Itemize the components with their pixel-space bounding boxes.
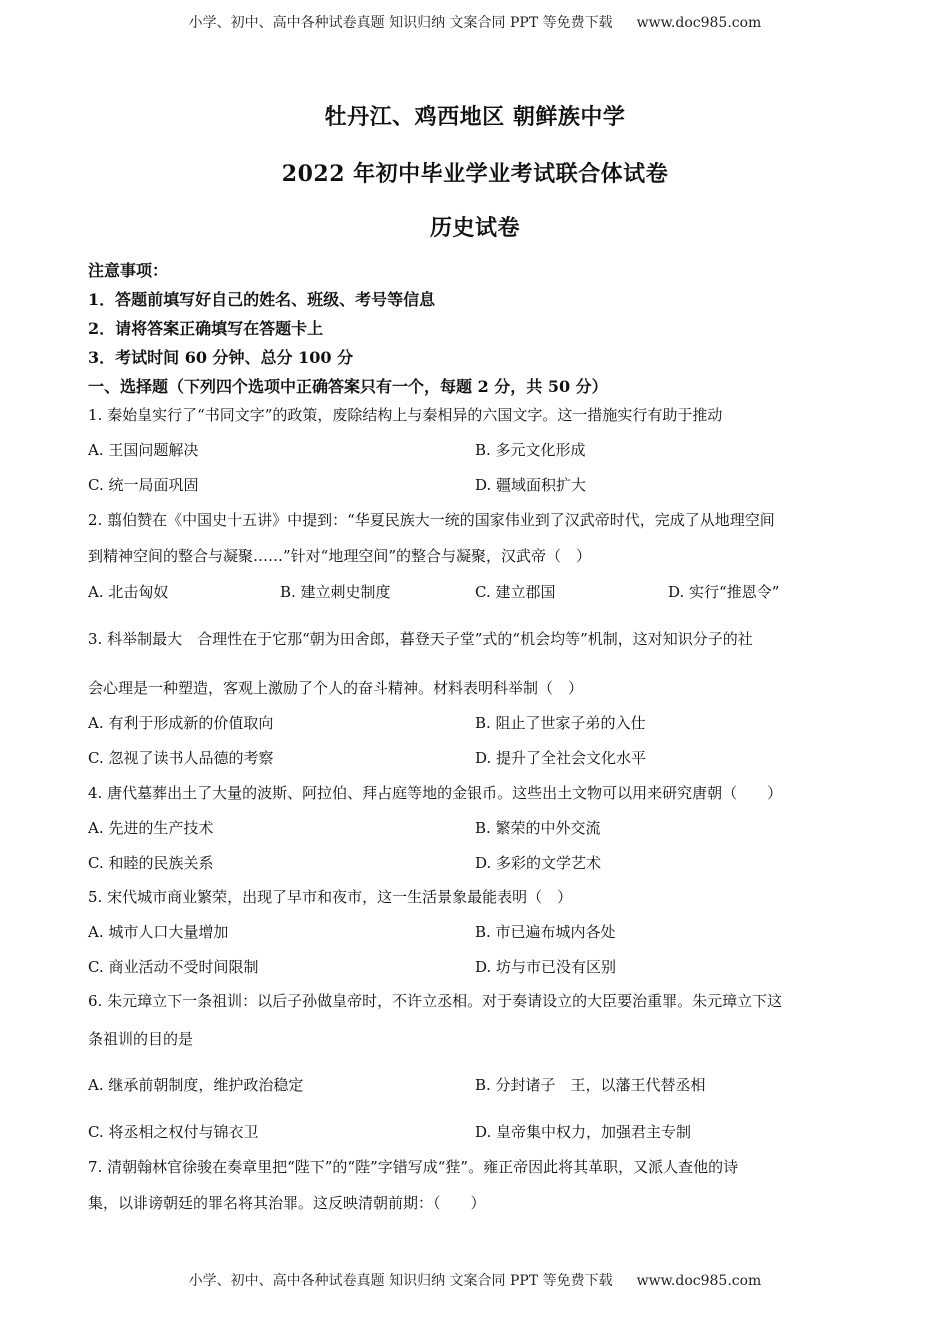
question-2-stem: 2. 翦伯赞在《中国史十五讲》中提到：“华夏民族大一统的国家伟业到了汉武帝时代，完成了从地理空间 xyxy=(88,511,775,529)
question-3-option-a: A. 有利于形成新的价值取向 xyxy=(88,714,274,732)
question-4-option-d: D. 多彩的文学艺术 xyxy=(475,854,602,872)
question-4-option-a: A. 先进的生产技术 xyxy=(88,819,214,837)
notice-item: 2．请将答案正确填写在答题卡上 xyxy=(88,319,324,338)
question-5-stem: 5. 宋代城市商业繁荣，出现了早市和夜市，这一生活景象最能表明（ ） xyxy=(88,888,573,906)
question-6-option-b: B. 分封诸子 王，以藩王代替丞相 xyxy=(475,1076,706,1094)
question-2-option-c: C. 建立郡国 xyxy=(475,583,556,601)
question-2-stem-cont: 到精神空间的整合与凝聚……”针对“地理空间”的整合与凝聚，汉武帝（ ） xyxy=(88,547,592,565)
question-3-option-d: D. 提升了全社会文化水平 xyxy=(475,749,647,767)
question-1-stem: 1. 秦始皇实行了“书同文字”的政策，废除结构上与秦相异的六国文字。这一措施实行有助于推动 xyxy=(88,406,723,424)
footer-text: 小学、初中、高中各种试卷真题 知识归纳 文案合同 PPT 等免费下载 xyxy=(188,1273,613,1289)
question-4-option-b: B. 繁荣的中外交流 xyxy=(475,819,601,837)
question-3-option-b: B. 阻止了世家子弟的入仕 xyxy=(475,714,646,732)
notice-heading: 注意事项： xyxy=(88,261,169,280)
notice-item: 3．考试时间 60 分钟、总分 100 分 xyxy=(88,348,354,367)
question-4-stem: 4. 唐代墓葬出土了大量的波斯、阿拉伯、拜占庭等地的金银币。这些出土文物可以用来研究唐朝（ ） xyxy=(88,784,783,802)
question-4-option-c: C. 和睦的民族关系 xyxy=(88,854,214,872)
page-footer xyxy=(0,1270,950,1290)
question-6-stem-cont: 条祖训的目的是 xyxy=(88,1030,194,1048)
question-5-option-d: D. 坊与市已没有区别 xyxy=(475,958,617,976)
question-2-option-b: B. 建立刺史制度 xyxy=(280,583,391,601)
question-1-option-b: B. 多元文化形成 xyxy=(475,441,586,459)
question-7-stem-cont: 集，以诽谤朝廷的罪名将其治罪。这反映清朝前期：（ ） xyxy=(88,1194,486,1212)
question-1-option-d: D. 疆域面积扩大 xyxy=(475,476,587,494)
footer-site-link[interactable]: www.doc985.com xyxy=(636,1273,762,1289)
question-7-stem: 7. 清朝翰林官徐骏在奏章里把“陛下”的“陛”字错写成“狴”。雍正帝因此将其革职，又派人查他的诗 xyxy=(88,1158,739,1176)
question-6-stem: 6. 朱元璋立下一条祖训：以后子孙做皇帝时，不许立丞相。对于奏请设立的大臣要治重罪。朱元璋立下这 xyxy=(88,992,783,1010)
question-6-option-d: D. 皇帝集中权力，加强君主专制 xyxy=(475,1123,692,1141)
header-site-link[interactable]: www.doc985.com xyxy=(636,15,762,31)
notice-item: 1．答题前填写好自己的姓名、班级、考号等信息 xyxy=(88,290,436,309)
question-3-stem: 3. 科举制最大 合理性在于它那“朝为田舍郎，暮登天子堂”式的“机会均等”机制，这对知识分子的社 xyxy=(88,630,753,648)
question-5-option-a: A. 城市人口大量增加 xyxy=(88,923,229,941)
question-6-option-a: A. 继承前朝制度，维护政治稳定 xyxy=(88,1076,304,1094)
question-2-option-a: A. 北击匈奴 xyxy=(88,583,169,601)
question-3-option-c: C. 忽视了读书人品德的考察 xyxy=(88,749,274,767)
question-1-option-c: C. 统一局面巩固 xyxy=(88,476,199,494)
exam-title-subject: 历史试卷 xyxy=(429,215,520,241)
header-text: 小学、初中、高中各种试卷真题 知识归纳 文案合同 PPT 等免费下载 xyxy=(188,15,613,31)
question-5-option-c: C. 商业活动不受时间限制 xyxy=(88,958,259,976)
question-1-option-a: A. 王国问题解决 xyxy=(88,441,199,459)
question-6-option-c: C. 将丞相之权付与锦衣卫 xyxy=(88,1123,259,1141)
question-2-option-d: D. 实行“推恩令” xyxy=(668,583,780,601)
question-3-stem-cont: 会心理是一种塑造，客观上激励了个人的奋斗精神。材料表明科举制（ ） xyxy=(88,679,584,697)
section-heading: 一、选择题（下列四个选项中正确答案只有一个，每题 2 分，共 50 分） xyxy=(88,377,608,396)
exam-title-school: 牡丹江、鸡西地区 朝鲜族中学 xyxy=(324,104,626,130)
page-header xyxy=(0,12,950,32)
exam-title-exam: 2022 年初中毕业学业考试联合体试卷 xyxy=(281,161,669,187)
question-5-option-b: B. 市已遍布城内各处 xyxy=(475,923,616,941)
